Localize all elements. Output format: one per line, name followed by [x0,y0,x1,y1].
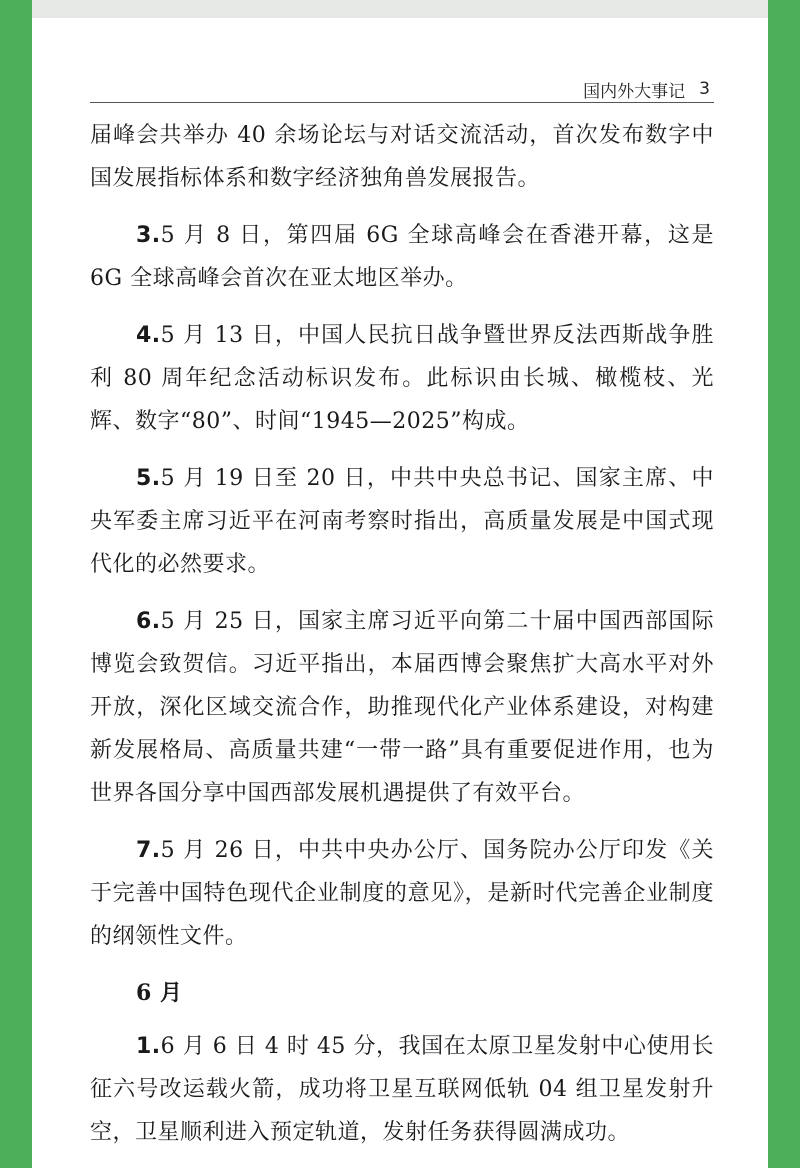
list-item [90,314,714,443]
paragraph-text: 5 月 19 日至 20 日，中共中央总书记、国家主席、中央军委主席习近平在河南考察时指出，高质量发展是中国式现代化的必然要求。 [90,466,714,577]
running-header [90,76,714,103]
paragraph-text: 届峰会共举办 40 余场论坛与对话交流活动，首次发布数字中国发展指标体系和数字经济独角兽发展报告。 [90,123,714,191]
month-heading: 6 月 [136,980,183,1006]
list-item [90,214,714,300]
header-title: 国内外大事记 [583,81,686,102]
top-page-edge [32,0,768,19]
item-number: 3. [136,223,161,248]
paragraph-text: 5 月 26 日，中共中央办公厅、国务院办公厅印发《关于完善中国特色现代企业制度的意见》，是新时代完善企业制度的纲领性文件。 [90,838,714,949]
list-item [90,600,714,815]
paragraph-text: 5 月 13 日，中国人民抗日战争暨世界反法西斯战争胜利 80 周年纪念活动标识发布。此标识由长城、橄榄枝、光辉、数字“80”、时间“1945—2025”构成。 [90,323,714,434]
list-item [90,457,714,586]
list-item [90,829,714,958]
item-number: 4. [136,323,161,348]
paragraph-continued [90,114,714,200]
item-number: 6. [136,609,161,634]
item-number: 5. [136,466,161,491]
item-number: 7. [136,838,161,863]
page-number: 3 [699,79,710,99]
list-item [90,1025,714,1154]
item-number: 1. [136,1034,161,1059]
paragraph-text: 5 月 8 日，第四届 6G 全球高峰会在香港开幕，这是 6G 全球高峰会首次在亚太地区举办。 [90,223,714,291]
body-text [90,114,714,1168]
document-page [32,18,768,1168]
paragraph-text: 6 月 6 日 4 时 45 分，我国在太原卫星发射中心使用长征六号改运载火箭，成功将卫星互联网低轨 04 组卫星发射升空，卫星顺利进入预定轨道，发射任务获得圆满成功。 [90,1034,714,1145]
paragraph-text: 5 月 25 日，国家主席习近平向第二十届中国西部国际博览会致贺信。习近平指出，本届西博会聚焦扩大高水平对外开放，深化区域交流合作，助推现代化产业体系建设，对构建新发展格局、高质量共建“一带一路”具有重要促进作用，也为世界各国分享中国西部发展机遇提供了有效平台。 [90,609,714,806]
